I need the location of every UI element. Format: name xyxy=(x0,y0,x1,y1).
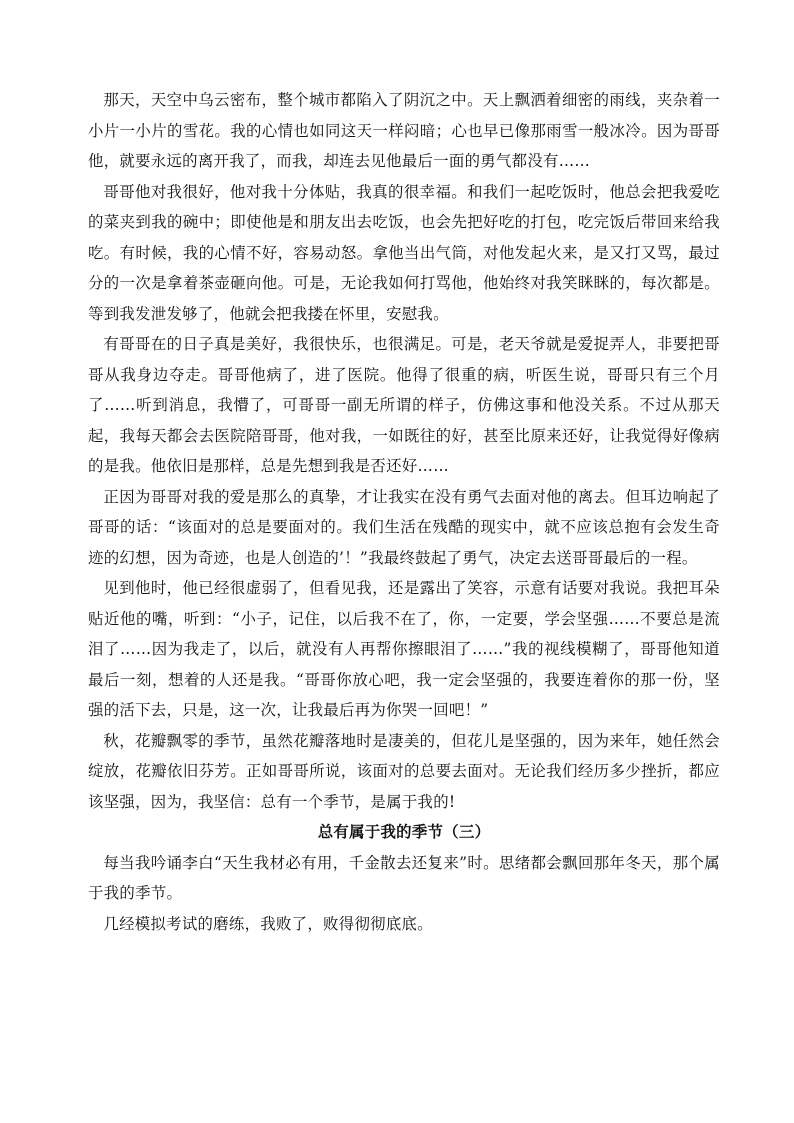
paragraph-8: 几经模拟考试的磨练，我败了，败得彻彻底底。 xyxy=(103,914,433,933)
paragraph-7: 每当我吟诵李白“天生我材必有用，千金散去还复来”时。思绪都会飘回那年冬天，那个属于我的季节。 xyxy=(88,853,720,902)
section-heading: 总有属于我的季节（三） xyxy=(317,823,491,841)
paragraph-2: 哥哥他对我很好，他对我十分体贴，我真的很幸福。和我们一起吃饭时，他总会把我爱吃的菜夹到我的碗中；即使他是和朋友出去吃饭，也会先把好吃的打包，吃完饭后带回来给我吃。有时候，我的心情不好，容易动怒。拿他当出气筒，对他发起火来，是又打又骂，最过分的一次是拿着茶壶砸向他。可是，无论我如何打骂他，他始终对我笑眯眯的，每次都是。等到我发泄发够了，他就会把我搂在怀里，安慰我。 xyxy=(88,182,720,323)
paragraph-3: 有哥哥在的日子真是美好，我很快乐，也很满足。可是，老天爷就是爱捉弄人，非要把哥哥从我身边夺走。哥哥他病了，进了医院。他得了很重的病，听医生说，哥哥只有三个月了……听到消息，我懵了，可哥哥一副无所谓的样子，仿佛这事和他没关系。不过从那天起，我每天都会去医院陪哥哥，他对我，一如既往的好，甚至比原来还好，让我觉得好像病的是我。他依旧是那样，总是先想到我是否还好…… xyxy=(88,335,720,475)
document-body xyxy=(88,85,720,939)
paragraph-4: 正因为哥哥对我的爱是那么的真挚，才让我实在没有勇气去面对他的离去。但耳边响起了哥哥的话：“该面对的总是要面对的。我们生活在残酷的现实中，就不应该总抱有会发生奇迹的幻想，因为奇迹，也是人创造的’！”我最终鼓起了勇气，决定去送哥哥最后的一程。 xyxy=(88,487,720,567)
paragraph-6: 秋，花瓣飘零的季节，虽然花瓣落地时是凄美的，但花儿是坚强的，因为来年，她任然会绽放，花瓣依旧芬芳。正如哥哥所说，该面对的总要去面对。无论我们经历多少挫折，都应该坚强，因为，我坚信：总有一个季节，是属于我的! xyxy=(88,731,720,811)
paragraph-5: 见到他时，他已经很虚弱了，但看见我，还是露出了笑容，示意有话要对我说。我把耳朵贴近他的嘴，听到：“小子，记住，以后我不在了，你，一定要，学会坚强……不要总是流泪了……因为我走了，以后，就没有人再帮你擦眼泪了……”我的视线模糊了，哥哥他知道最后一刻，想着的人还是我。“哥哥你放心吧，我一定会坚强的，我要连着你的那一份，坚强的活下去，只是，这一次，让我最后再为你哭一回吧！” xyxy=(88,579,720,719)
paragraph-1: 那天，天空中乌云密布，整个城市都陷入了阴沉之中。天上飘洒着细密的雨线，夹杂着一小片一小片的雪花。我的心情也如同这天一样闷暗；心也早已像那雨雪一般冰冷。因为哥哥他，就要永远的离开我了，而我，却连去见他最后一面的勇气都没有…… xyxy=(88,91,720,170)
